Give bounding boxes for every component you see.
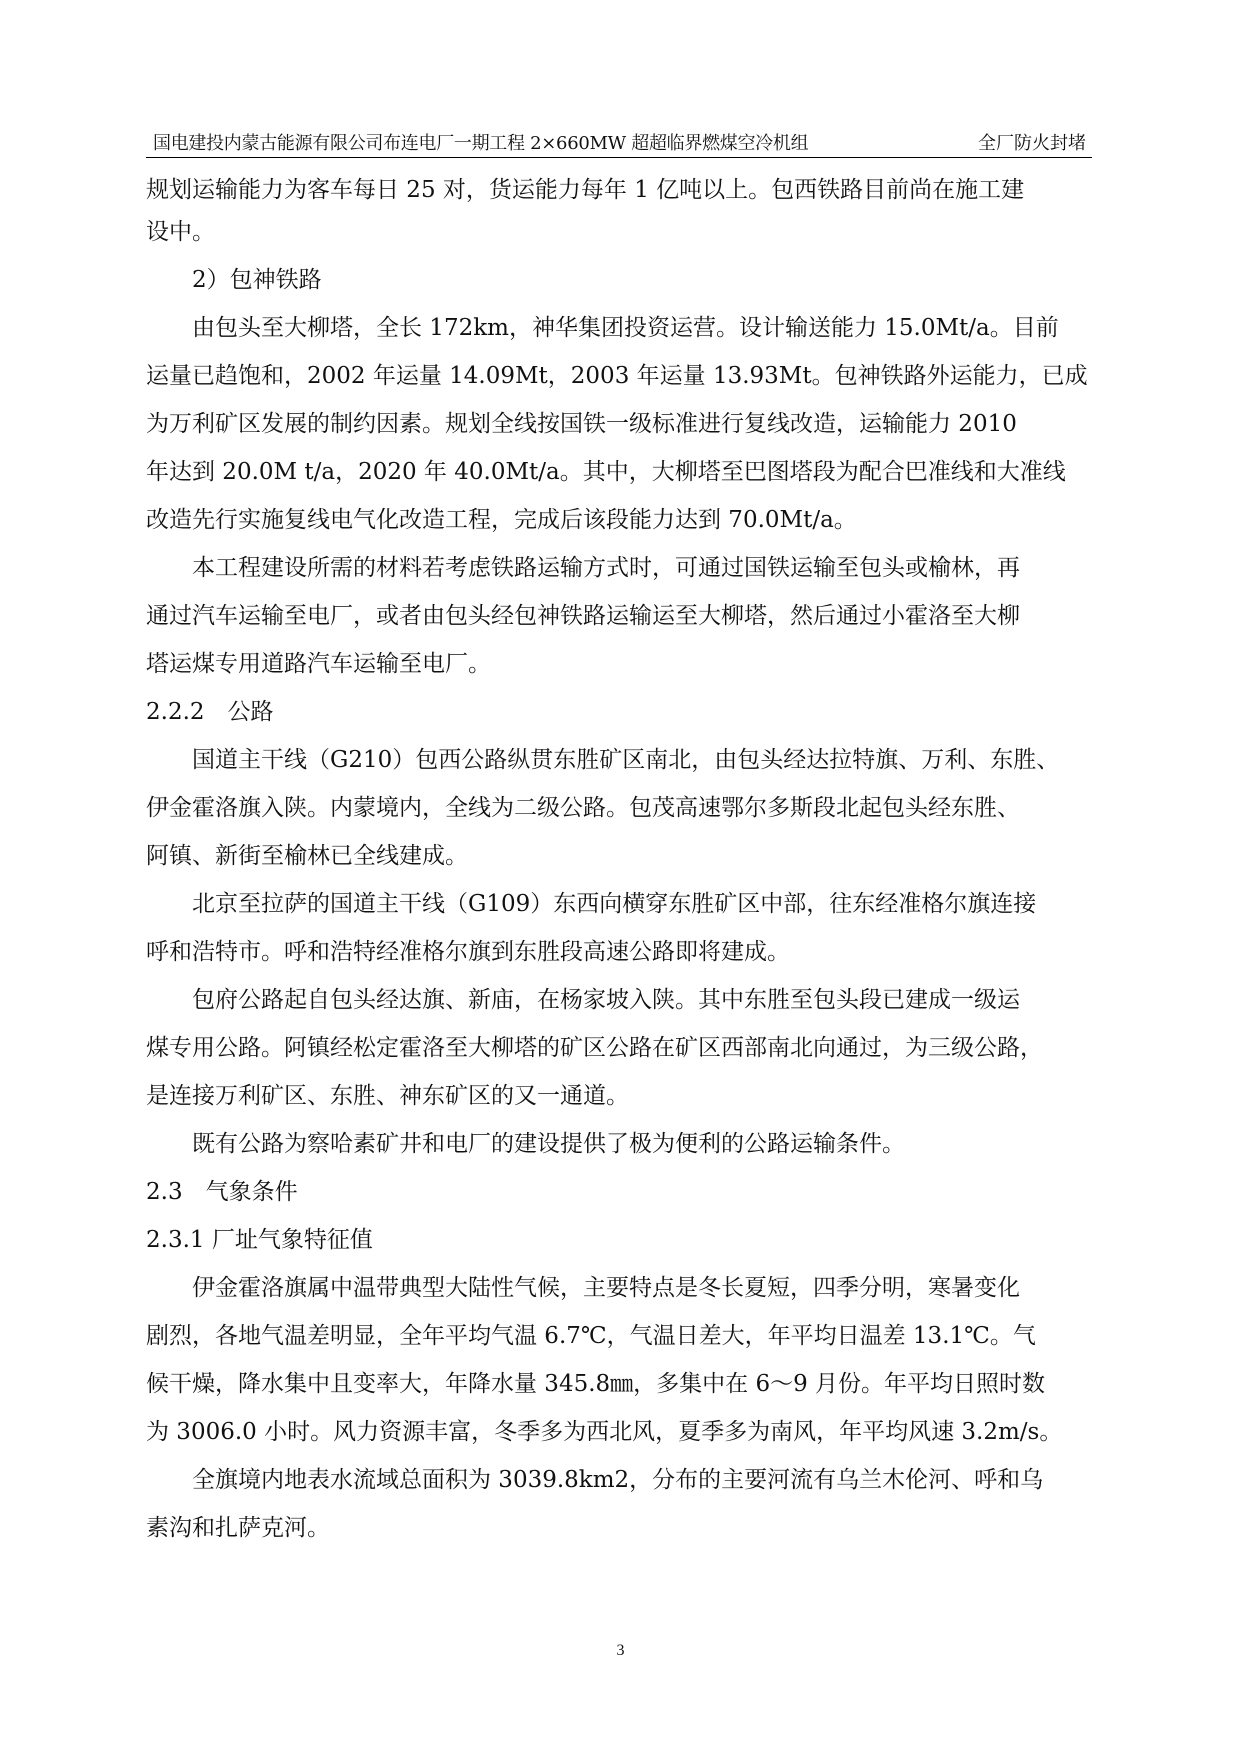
- paragraph-line: 设中。: [146, 219, 215, 245]
- paragraph-line: 是连接万利矿区、东胜、神东矿区的又一通道。: [146, 1083, 629, 1109]
- list-heading: 2）包神铁路: [192, 267, 322, 293]
- paragraph-line: 国道主干线（G210）包西公路纵贯东胜矿区南北，由包头经达拉特旗、万利、东胜、: [192, 747, 1060, 773]
- page-number: 3: [616, 1642, 625, 1659]
- paragraph-line: 呼和浩特市。呼和浩特经准格尔旗到东胜段高速公路即将建成。: [146, 939, 790, 965]
- paragraph-line: 煤专用公路。阿镇经松定霍洛至大柳塔的矿区公路在矿区西部南北向通过，为三级公路，: [146, 1035, 1043, 1061]
- paragraph-line: 伊金霍洛旗属中温带典型大陆性气候，主要特点是冬长夏短，四季分明，寒暑变化: [192, 1275, 1020, 1301]
- paragraph-line: 包府公路起自包头经达旗、新庙，在杨家坡入陕。其中东胜至包头段已建成一级运: [192, 987, 1020, 1013]
- paragraph-line: 塔运煤专用道路汽车运输至电厂。: [146, 651, 491, 677]
- paragraph-line: 改造先行实施复线电气化改造工程，完成后该段能力达到 70.0Mt/a。: [146, 507, 857, 533]
- paragraph-line: 为 3006.0 小时。风力资源丰富，冬季多为西北风，夏季多为南风，年平均风速 3.2m/s。: [146, 1419, 1063, 1445]
- paragraph-line: 阿镇、新街至榆林已全线建成。: [146, 843, 468, 869]
- paragraph-line: 由包头至大柳塔，全长 172km，神华集团投资运营。设计输送能力 15.0Mt/a。目前: [192, 315, 1059, 341]
- section-heading: 2.3.1 厂址气象特征值: [146, 1227, 373, 1253]
- section-heading: 2.3 气象条件: [146, 1179, 298, 1205]
- paragraph-line: 全旗境内地表水流域总面积为 3039.8km2，分布的主要河流有乌兰木伦河、呼和乌: [192, 1467, 1044, 1493]
- header-section-title: 全厂防火封堵: [978, 133, 1086, 154]
- page-header: [146, 131, 1092, 158]
- paragraph-line: 通过汽车运输至电厂，或者由包头经包神铁路运输运至大柳塔，然后通过小霍洛至大柳: [146, 603, 1020, 629]
- paragraph-line: 剧烈，各地气温差明显，全年平均气温 6.7℃，气温日差大，年平均日温差 13.1℃。气: [146, 1323, 1036, 1349]
- paragraph-line: 既有公路为察哈素矿井和电厂的建设提供了极为便利的公路运输条件。: [192, 1131, 905, 1157]
- paragraph-line: 年达到 20.0M t/a，2020 年 40.0Mt/a。其中，大柳塔至巴图塔段为配合巴准线和大准线: [146, 459, 1066, 485]
- document-body: [146, 166, 1092, 1552]
- header-project-title: 国电建投内蒙古能源有限公司布连电厂一期工程 2×660MW 超超临界燃煤空冷机组: [153, 133, 809, 154]
- section-heading: 2.2.2 公路: [146, 699, 274, 725]
- paragraph-line: 北京至拉萨的国道主干线（G109）东西向横穿东胜矿区中部，往东经准格尔旗连接: [192, 891, 1037, 917]
- paragraph-line: 素沟和扎萨克河。: [146, 1515, 330, 1541]
- paragraph-line: 伊金霍洛旗入陕。内蒙境内，全线为二级公路。包茂高速鄂尔多斯段北起包头经东胜、: [146, 795, 1020, 821]
- paragraph-line: 运量已趋饱和，2002 年运量 14.09Mt，2003 年运量 13.93Mt。包神铁路外运能力，已成: [146, 363, 1088, 389]
- paragraph-line: 候干燥，降水集中且变率大，年降水量 345.8㎜，多集中在 6～9 月份。年平均日照时数: [146, 1371, 1046, 1397]
- paragraph-line: 为万利矿区发展的制约因素。规划全线按国铁一级标准进行复线改造，运输能力 2010: [146, 411, 1017, 437]
- paragraph-line: 本工程建设所需的材料若考虑铁路运输方式时，可通过国铁运输至包头或榆林，再: [192, 555, 1020, 581]
- paragraph-line: 规划运输能力为客车每日 25 对，货运能力每年 1 亿吨以上。包西铁路目前尚在施工建: [146, 177, 1025, 203]
